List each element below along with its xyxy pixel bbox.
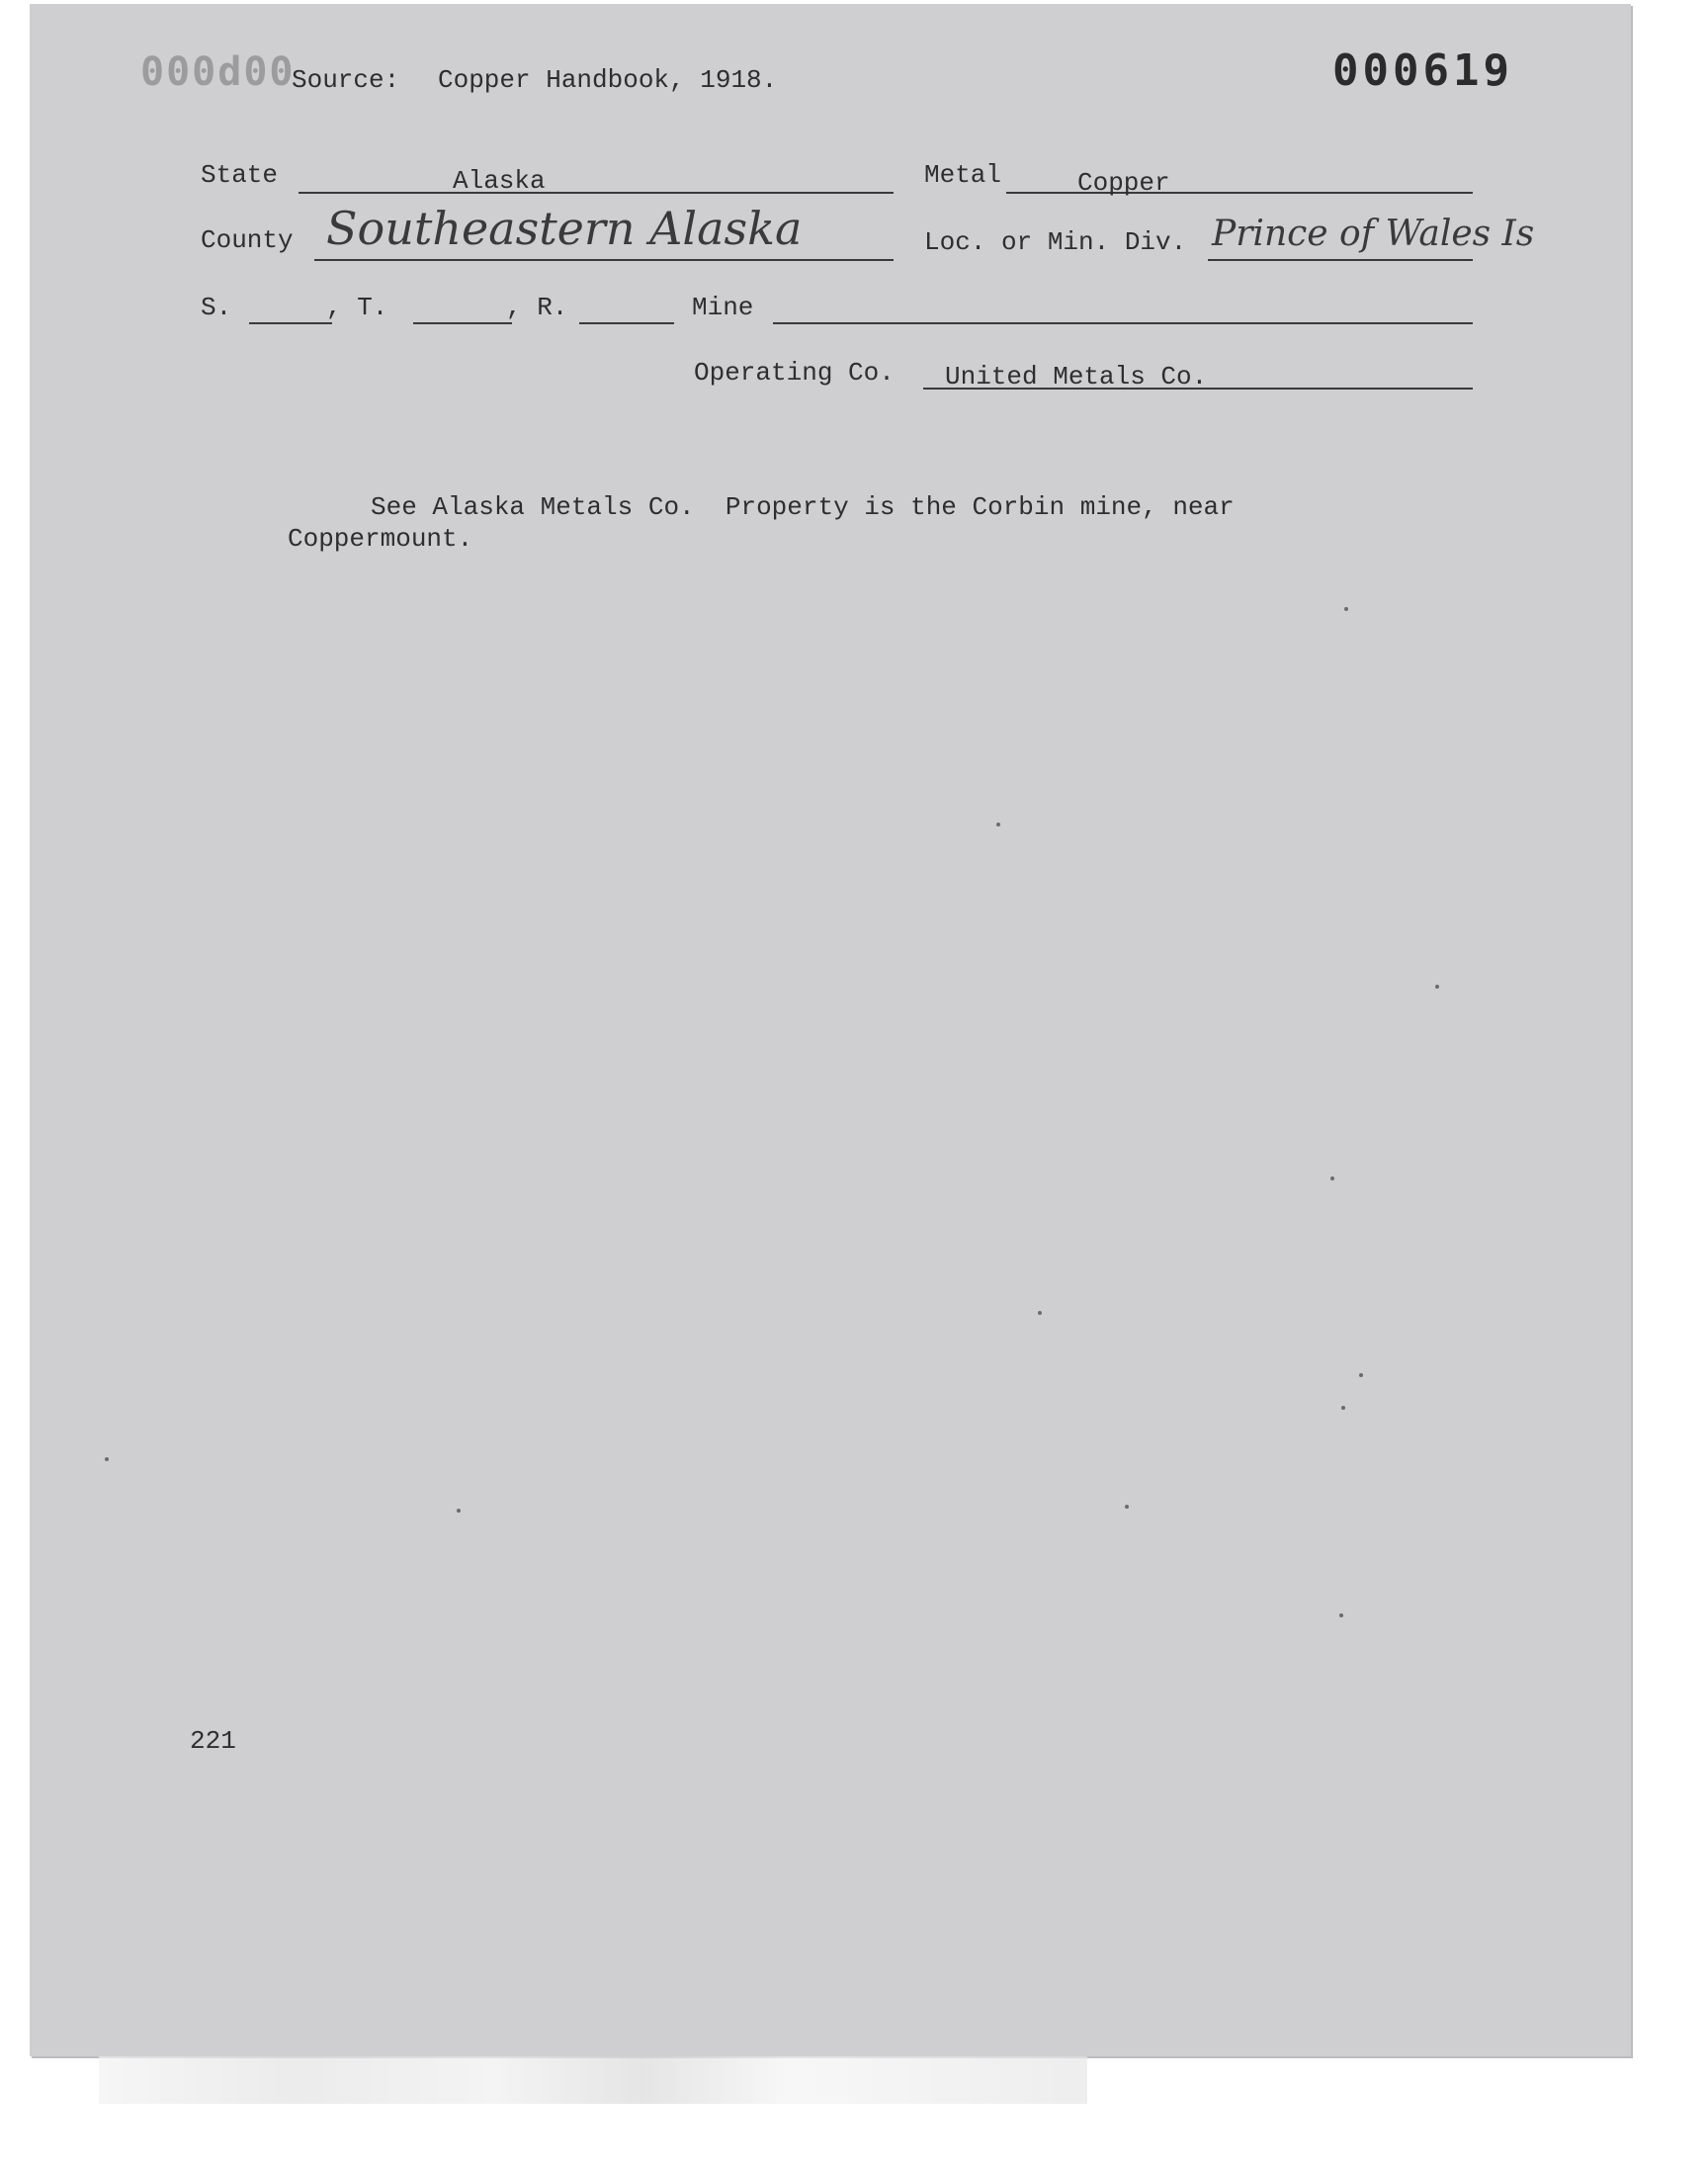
scan-speck <box>1344 607 1348 611</box>
township-label: , T. <box>326 293 388 322</box>
page-number: 221 <box>190 1726 236 1756</box>
county-value: Southeastern Alaska <box>326 202 803 255</box>
scan-edge-strip <box>99 2056 1087 2104</box>
source-label: Source: <box>292 65 400 95</box>
section-line <box>249 322 332 324</box>
scan-speck <box>1038 1311 1042 1315</box>
faded-stamp-number: 000d00 <box>140 49 296 95</box>
scan-speck <box>1125 1505 1129 1509</box>
scan-speck <box>1435 985 1439 989</box>
range-line <box>579 322 674 324</box>
operating-value: United Metals Co. <box>945 362 1208 392</box>
mine-label: Mine <box>692 293 754 322</box>
scan-speck <box>457 1509 461 1513</box>
body-line-1: See Alaska Metals Co. Property is the Corbin mine, near <box>371 492 1235 522</box>
metal-value: Copper <box>1077 168 1170 198</box>
county-label: County <box>201 225 294 255</box>
record-number: 000619 <box>1332 45 1513 96</box>
source-value: Copper Handbook, 1918. <box>438 65 778 95</box>
body-line-2: Coppermount. <box>288 524 473 554</box>
scan-speck <box>1359 1373 1363 1377</box>
state-label: State <box>201 160 279 190</box>
state-value: Alaska <box>453 166 546 196</box>
division-label: Loc. or Min. Div. <box>924 227 1187 257</box>
state-line <box>299 192 894 194</box>
division-value: Prince of Wales Is <box>1212 214 1535 254</box>
scan-speck <box>1341 1406 1345 1410</box>
mine-line <box>773 322 1473 324</box>
metal-label: Metal <box>924 160 1002 190</box>
operating-label: Operating Co. <box>694 358 895 388</box>
metal-line <box>1006 192 1473 194</box>
document-sheet <box>30 4 1631 2056</box>
scan-speck <box>105 1457 109 1461</box>
section-label: S. <box>201 293 232 322</box>
scan-speck <box>1339 1613 1343 1617</box>
county-line <box>314 259 894 261</box>
township-line <box>413 322 512 324</box>
scan-speck <box>1330 1176 1334 1180</box>
division-line <box>1208 259 1473 261</box>
scan-speck <box>996 823 1000 826</box>
range-label: , R. <box>506 293 568 322</box>
